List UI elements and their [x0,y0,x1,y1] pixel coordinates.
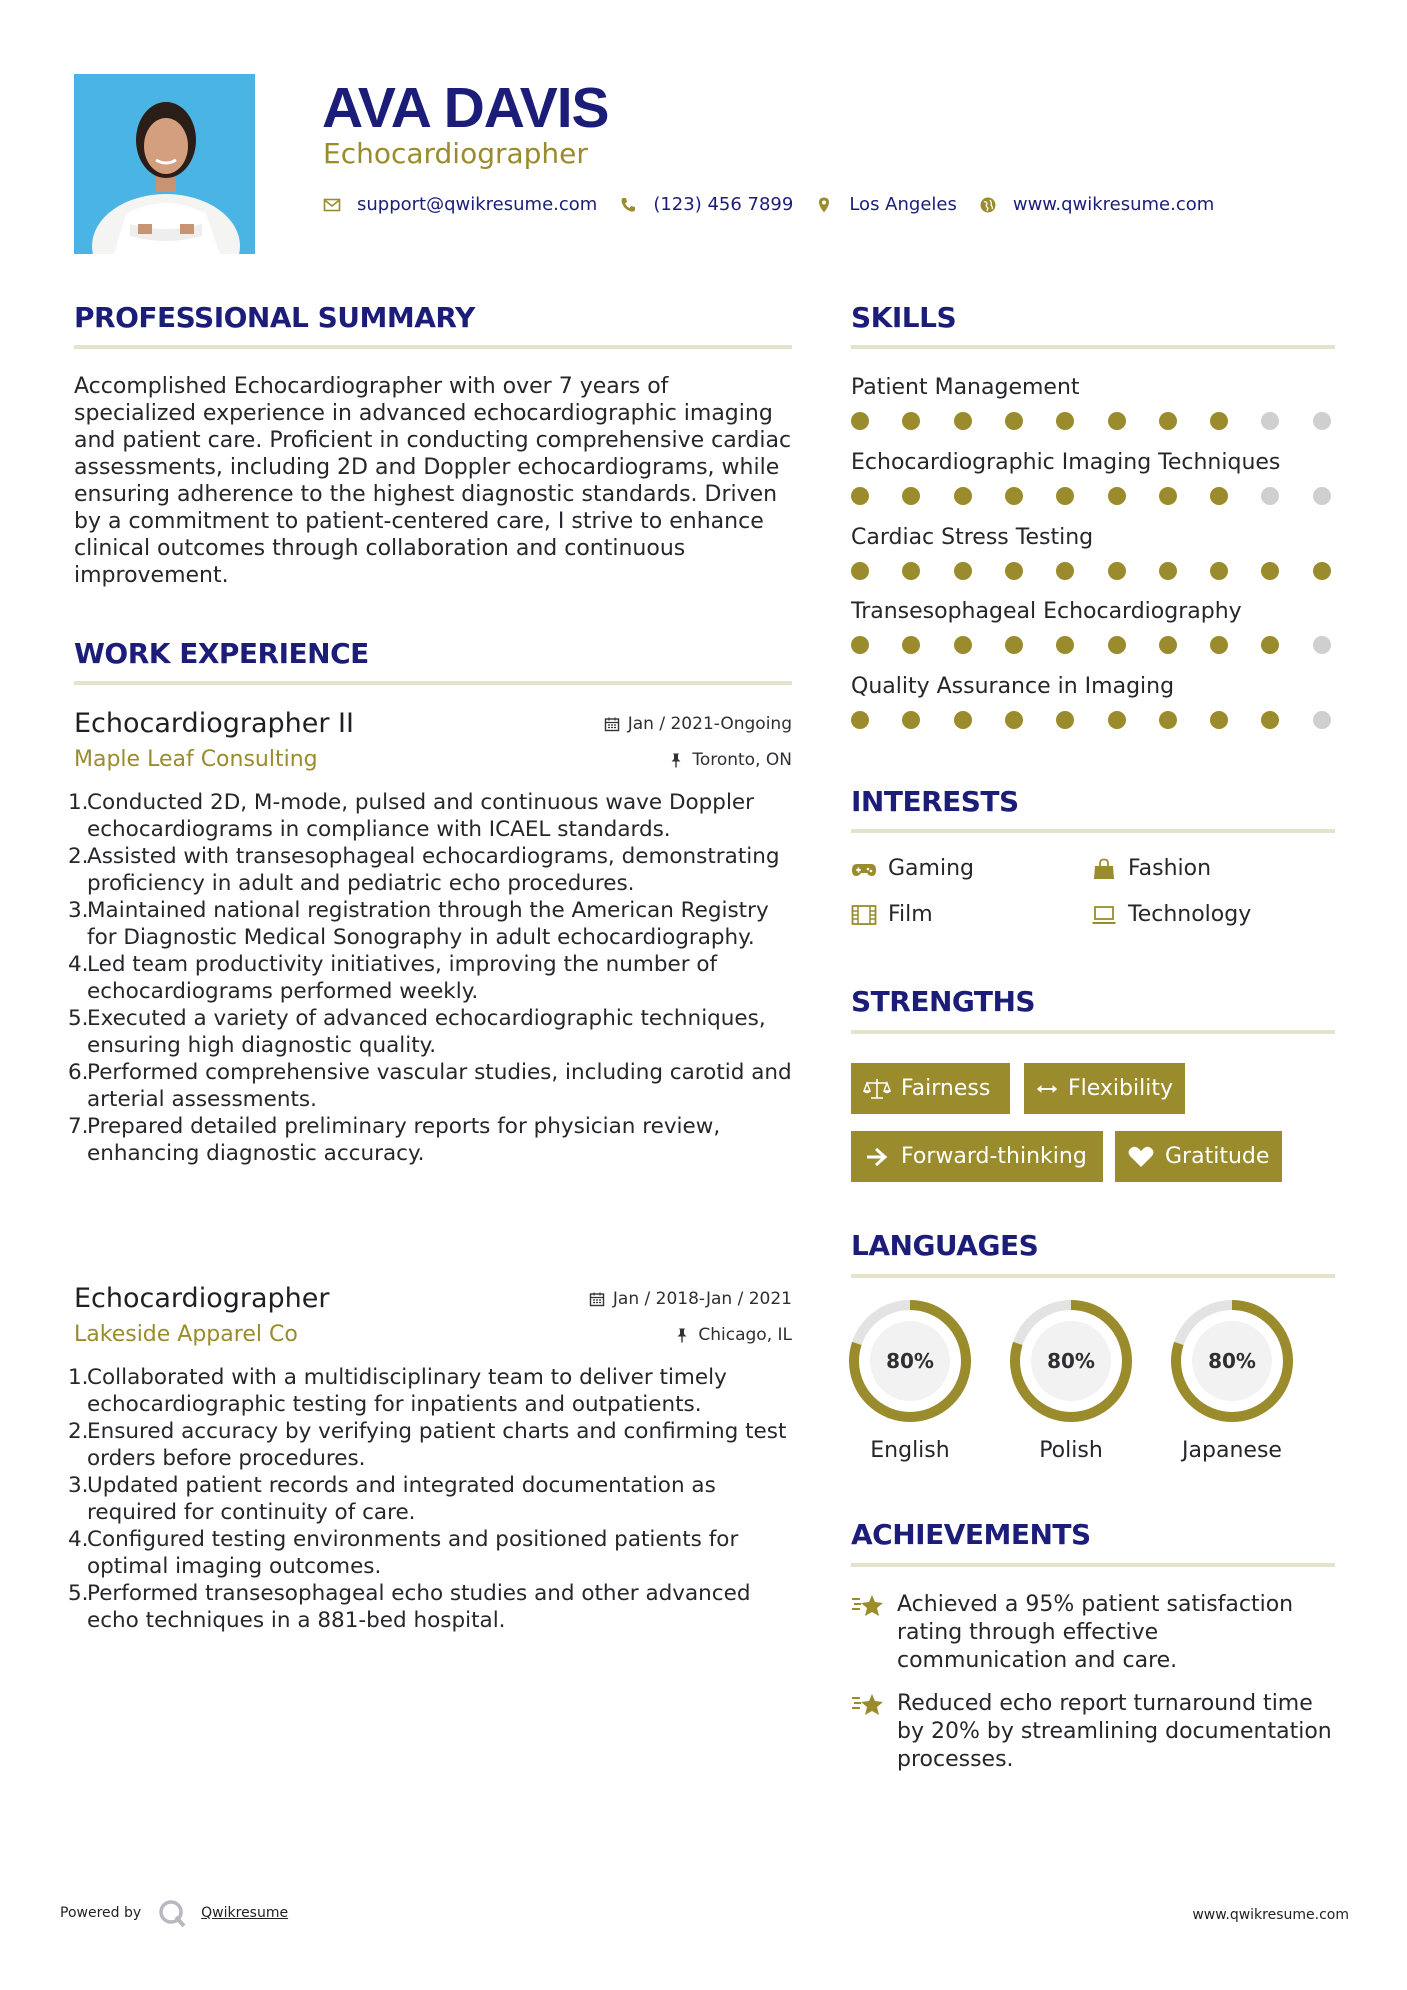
interest-label: Fashion [1128,856,1212,881]
skill-dot-filled [851,636,869,654]
pushpin-icon [668,752,684,768]
skill-name: Quality Assurance in Imaging [851,674,1175,699]
skill-dot-filled [1108,487,1126,505]
achievement-text: Achieved a 95% patient satisfaction rating through effective communication and care. [897,1592,1294,1673]
skill-dot-filled [1159,412,1177,430]
interest-item [1091,902,1251,927]
skill-dot-filled [1108,636,1126,654]
skill-dot-filled [1261,711,1279,729]
contact-location-text: Los Angeles [849,194,957,215]
skill-dot-empty [1313,636,1331,654]
job-role: Echocardiographer II [74,708,354,739]
skill-item [851,449,1335,505]
qwikresume-logo-icon [157,1898,187,1928]
skill-dot-filled [1056,711,1074,729]
interest-item [851,856,974,881]
skill-dot-empty [1313,487,1331,505]
languages-heading: LANGUAGES [851,1229,1039,1262]
job-role: Echocardiographer [74,1283,330,1314]
contact-phone[interactable] [619,194,793,215]
skills-heading: SKILLS [851,301,957,334]
language-name: Polish [1039,1438,1103,1463]
contact-email[interactable] [323,194,597,215]
skill-dot-filled [902,412,920,430]
skill-name: Cardiac Stress Testing [851,525,1094,550]
work-divider [74,681,792,685]
job-date [604,714,792,734]
skill-dot-filled [1210,487,1228,505]
strength-badge [851,1063,1010,1114]
summary-text: Accomplished Echocardiographer with over 7 years of specialized experience in advanced echocardiographic imaging and patient care. Proficient in conducting comprehensive cardiac assessments, including 2D and Doppler echocardiograms, while ensuring adherence to the highest diagnostic standards. Driven by a commitment to patient-centered care, I strive to enhance clinical outcomes through collaboration and continuous improvement. [74,374,792,588]
job-bullet: 5. Performed transesophageal echo studies and other advanced echo techniques in a 881-bed hospital. [68,1581,751,1633]
skill-item [851,598,1335,654]
contact-website-text[interactable]: www.qwikresume.com [1012,194,1215,215]
skill-dot-filled [1108,562,1126,580]
skill-dot-empty [1313,711,1331,729]
job-bullets [68,789,792,1167]
skill-dot-filled [1210,711,1228,729]
film-icon [851,904,877,926]
achievement-item [851,1690,1335,1774]
skill-dot-filled [1005,487,1023,505]
skill-name: Transesophageal Echocardiography [851,599,1242,624]
achievements-divider [851,1563,1335,1567]
job-bullet: 3. Updated patient records and integrated documentation as required for continuity of care. [68,1473,716,1525]
language-item [846,1298,974,1463]
skill-dot-filled [1005,636,1023,654]
job-bullet: 2. Ensured accuracy by verifying patient charts and confirming test orders before procedures. [68,1419,787,1471]
strength-label: Flexibility [1068,1076,1173,1101]
shopping-bag-icon [1091,858,1117,880]
interests-divider [851,829,1335,833]
skill-dot-filled [954,412,972,430]
skill-rating [851,562,1335,580]
contact-phone-text[interactable]: (123) 456 7899 [653,194,794,215]
skill-dot-filled [902,487,920,505]
skill-dot-filled [1313,562,1331,580]
strength-label: Fairness [901,1076,991,1101]
strength-label: Forward-thinking [901,1144,1087,1169]
interest-item [1091,856,1211,881]
skill-name: Echocardiographic Imaging Techniques [851,450,1281,475]
footer-powered-by [60,1898,288,1928]
skill-dot-empty [1313,412,1331,430]
skill-dot-empty [1261,487,1279,505]
job-entry [68,707,792,1167]
language-name: Japanese [1182,1438,1282,1463]
gamepad-icon [851,858,877,880]
skill-dot-filled [851,562,869,580]
skill-item [851,524,1335,580]
calendar-icon [589,1291,605,1307]
job-entry [68,1282,792,1634]
language-percent: 80% [1047,1349,1095,1373]
map-pin-icon [815,196,833,214]
language-percent: 80% [886,1349,934,1373]
skills-divider [851,345,1335,349]
skill-dot-filled [1005,562,1023,580]
summary-divider [74,345,792,349]
calendar-icon [604,716,620,732]
skill-dot-filled [851,412,869,430]
strength-badge [1115,1131,1282,1182]
strengths-heading: STRENGTHS [851,985,1036,1018]
skill-dot-filled [902,562,920,580]
achievement-text: Reduced echo report turnaround time by 20% by streamlining documentation processes. [897,1691,1332,1772]
skill-item [851,673,1335,729]
skill-dot-filled [954,711,972,729]
interests-heading: INTERESTS [851,785,1019,818]
skill-dot-filled [1210,562,1228,580]
profile-photo-image [74,74,255,254]
job-bullet: 1. Collaborated with a multidisciplinary team to deliver timely echocardiographic testing for inpatients and outpatients. [68,1365,727,1417]
job-bullet: 7. Prepared detailed preliminary reports for physician review, enhancing diagnostic accuracy. [68,1114,721,1166]
skill-dot-filled [902,636,920,654]
job-location-text: Toronto, ON [692,750,792,770]
powered-by-label: Powered by [60,1905,142,1921]
job-bullet: 6. Performed comprehensive vascular studies, including carotid and arterial assessments. [68,1060,792,1112]
contact-email-text[interactable]: support@qwikresume.com [357,194,598,215]
arrow-right-icon [863,1145,891,1169]
skill-dot-filled [1159,487,1177,505]
language-ring [1169,1298,1295,1424]
candidate-title: Echocardiographer [323,137,588,170]
skill-dot-filled [1056,636,1074,654]
shooting-star-icon [851,1591,885,1621]
language-item [1168,1298,1296,1463]
interest-label: Gaming [888,856,974,881]
contact-website[interactable] [979,194,1214,215]
skill-dot-filled [1261,636,1279,654]
skill-item [851,374,1335,430]
job-bullet: 1. Conducted 2D, M-mode, pulsed and continuous wave Doppler echocardiograms in compliance with ICAEL standards. [68,790,754,842]
skill-dot-filled [954,487,972,505]
achievements-heading: ACHIEVEMENTS [851,1518,1091,1551]
footer-website[interactable]: www.qwikresume.com [1192,1907,1349,1923]
strength-badge [851,1131,1103,1182]
skill-dot-filled [1108,711,1126,729]
phone-icon [619,196,637,214]
skill-dot-filled [1056,562,1074,580]
arrows-horizontal-icon [1036,1077,1058,1101]
skill-dot-filled [1159,562,1177,580]
skill-dot-filled [1159,636,1177,654]
job-location [668,750,792,770]
globe-icon [979,196,997,214]
language-percent: 80% [1208,1349,1256,1373]
work-heading: WORK EXPERIENCE [74,637,369,670]
contact-bar [323,194,1236,215]
job-bullet: 4. Configured testing environments and positioned patients for optimal imaging outcomes. [68,1527,739,1579]
skill-dot-filled [954,562,972,580]
language-ring [1008,1298,1134,1424]
skill-dot-filled [1108,412,1126,430]
job-bullet: 3. Maintained national registration through the American Registry for Diagnostic Medical Sonography in adult echocardiography. [68,898,769,950]
laptop-icon [1091,904,1117,926]
skill-dot-filled [902,711,920,729]
language-name: English [870,1438,950,1463]
skill-dot-filled [954,636,972,654]
skill-rating [851,711,1335,729]
skill-name: Patient Management [851,375,1080,400]
interest-label: Technology [1128,902,1252,927]
skill-dot-filled [1159,711,1177,729]
skill-dot-filled [1056,487,1074,505]
heart-icon [1127,1145,1155,1169]
summary-heading: PROFESSIONAL SUMMARY [74,301,475,334]
contact-location [815,194,957,215]
job-date-text: Jan / 2018-Jan / 2021 [612,1289,792,1309]
strengths-divider [851,1030,1335,1034]
job-bullet: 2. Assisted with transesophageal echocardiograms, demonstrating proficiency in adult and pediatric echo procedures. [68,844,780,896]
job-date-text: Jan / 2021-Ongoing [627,714,792,734]
job-bullets [68,1364,792,1634]
skill-dot-filled [1210,636,1228,654]
strength-badge [1024,1063,1185,1114]
job-company: Lakeside Apparel Co [74,1322,298,1347]
skill-dot-filled [1210,412,1228,430]
skill-rating [851,487,1335,505]
language-ring [847,1298,973,1424]
candidate-name: AVA DAVIS [322,76,609,140]
shooting-star-icon [851,1690,885,1720]
interest-item [851,902,933,927]
skill-dot-filled [1056,412,1074,430]
qwikresume-link[interactable]: Qwikresume [201,1905,289,1921]
job-bullet: 4. Led team productivity initiatives, improving the number of echocardiograms performed weekly. [68,952,718,1004]
envelope-icon [323,196,341,214]
languages-divider [851,1274,1335,1278]
language-item [1007,1298,1135,1463]
profile-photo [74,74,255,254]
skill-dot-filled [1261,562,1279,580]
skill-rating [851,412,1335,430]
job-location [674,1325,792,1345]
skill-dot-filled [851,711,869,729]
job-date [589,1289,792,1309]
pushpin-icon [674,1327,690,1343]
job-bullet: 5. Executed a variety of advanced echocardiographic techniques, ensuring high diagnostic quality. [68,1006,766,1058]
skill-dot-filled [1005,412,1023,430]
skill-dot-filled [1005,711,1023,729]
strength-label: Gratitude [1165,1144,1270,1169]
job-company: Maple Leaf Consulting [74,747,318,772]
skill-dot-empty [1261,412,1279,430]
job-location-text: Chicago, IL [698,1325,792,1345]
skill-rating [851,636,1335,654]
balance-scale-icon [863,1077,891,1101]
achievement-item [851,1591,1335,1675]
skill-dot-filled [851,487,869,505]
interest-label: Film [888,902,933,927]
